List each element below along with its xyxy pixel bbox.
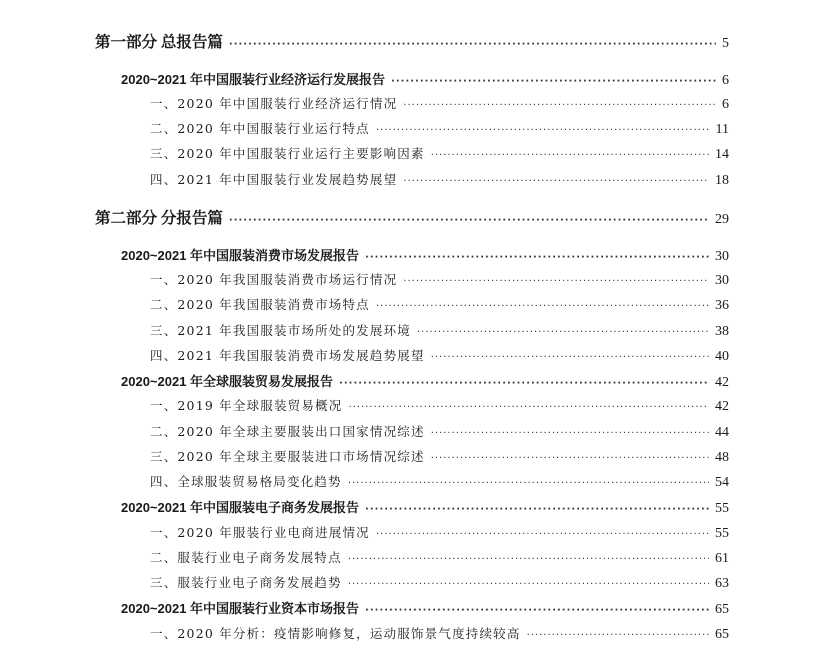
- toc-entry-title: 第二部分 分报告篇: [95, 210, 223, 227]
- toc-entry[interactable]: [95, 35, 729, 51]
- toc-entry-page: 55: [715, 501, 729, 516]
- dot-leader: [376, 302, 709, 312]
- dot-leader: [365, 606, 709, 616]
- toc-entry-page: 6: [722, 97, 729, 112]
- toc-entry[interactable]: [121, 249, 729, 264]
- toc-entry[interactable]: [150, 552, 729, 566]
- toc-entry[interactable]: [150, 148, 729, 162]
- toc-entry-page: 29: [715, 212, 729, 227]
- toc-entry[interactable]: [150, 426, 729, 440]
- toc-entry-title: 二、2020 年全球主要服装出口国家情况综述: [150, 424, 425, 439]
- toc-entry[interactable]: [150, 451, 729, 465]
- dot-leader: [365, 253, 709, 263]
- toc-entry-page: 61: [715, 551, 729, 566]
- dot-leader: [348, 555, 709, 565]
- toc-entry[interactable]: [121, 501, 729, 516]
- toc-entry-page: 44: [715, 425, 729, 440]
- toc-entry[interactable]: [150, 174, 729, 188]
- dot-leader: [229, 40, 716, 50]
- toc-entry[interactable]: [150, 299, 729, 313]
- toc-entry-title: 二、2020 年我国服装消费市场特点: [150, 297, 370, 312]
- toc-entry-page: 42: [715, 399, 729, 414]
- toc-entry-title: 一、2020 年服装行业电商进展情况: [150, 525, 370, 540]
- toc-entry-title: 二、服装行业电子商务发展特点: [150, 550, 342, 565]
- toc-entry[interactable]: [95, 211, 729, 227]
- dot-leader: [229, 216, 709, 226]
- toc-entry-title: 2020~2021 年中国服装电子商务发展报告: [121, 500, 360, 515]
- toc-entry[interactable]: [150, 350, 729, 364]
- toc-entry-title: 四、2021 年中国服装行业发展趋势展望: [150, 172, 398, 187]
- toc-entry-title: 2020~2021 年中国服装消费市场发展报告: [121, 248, 360, 263]
- toc-entry-title: 2020~2021 年全球服装贸易发展报告: [121, 374, 334, 389]
- toc-entry-title: 一、2020 年中国服装行业经济运行情况: [150, 96, 398, 111]
- toc-entry-title: 四、全球服装贸易格局变化趋势: [150, 474, 342, 489]
- toc-entry-page: 63: [715, 576, 729, 591]
- toc-entry[interactable]: [150, 400, 729, 414]
- toc-entry-page: 5: [722, 36, 729, 51]
- dot-leader: [431, 454, 709, 464]
- toc-entry-title: 2020~2021 年中国服装行业资本市场报告: [121, 601, 360, 616]
- toc-entry-title: 四、2021 年我国服装消费市场发展趋势展望: [150, 348, 425, 363]
- toc-entry[interactable]: [150, 527, 729, 541]
- toc-entry-title: 二、2020 年中国服装行业运行特点: [150, 121, 370, 136]
- toc-entry-page: 11: [715, 122, 729, 137]
- dot-leader: [431, 151, 709, 161]
- dot-leader: [339, 379, 709, 389]
- toc-entry-page: 40: [715, 349, 729, 364]
- toc-entry-title: 三、2020 年全球主要服装进口市场情况综述: [150, 449, 425, 464]
- toc-entry[interactable]: [150, 325, 729, 339]
- dot-leader: [431, 429, 709, 439]
- toc-entry[interactable]: [150, 577, 729, 591]
- toc-entry[interactable]: [121, 602, 729, 617]
- toc-entry[interactable]: [150, 274, 729, 288]
- toc-entry-title: 三、2020 年中国服装行业运行主要影响因素: [150, 146, 425, 161]
- toc-entry-page: 42: [715, 375, 729, 390]
- toc-entry-page: 65: [715, 627, 729, 642]
- dot-leader: [391, 77, 716, 87]
- toc-entry[interactable]: [150, 476, 729, 490]
- dot-leader: [348, 479, 709, 489]
- toc-entry-title: 一、2020 年分析：疫情影响修复，运动服饰景气度持续较高: [150, 626, 521, 641]
- toc-entry-page: 14: [715, 147, 729, 162]
- dot-leader: [376, 530, 709, 540]
- toc-entry-page: 54: [715, 475, 729, 490]
- dot-leader: [376, 126, 710, 136]
- toc-entry-title: 2020~2021 年中国服装行业经济运行发展报告: [121, 72, 386, 87]
- toc-entry[interactable]: [150, 98, 729, 112]
- dot-leader: [403, 277, 709, 287]
- toc-entry-page: 30: [715, 249, 729, 264]
- toc-entry-page: 38: [715, 324, 729, 339]
- toc-entry[interactable]: [150, 123, 729, 137]
- dot-leader: [365, 505, 709, 515]
- toc-entry-title: 一、2019 年全球服装贸易概况: [150, 398, 343, 413]
- dot-leader: [403, 177, 709, 187]
- toc-entry-page: 48: [715, 450, 729, 465]
- toc-entry-page: 65: [715, 602, 729, 617]
- dot-leader: [403, 101, 716, 111]
- toc-entry-page: 6: [722, 73, 729, 88]
- toc-entry-page: 55: [715, 526, 729, 541]
- dot-leader: [431, 353, 709, 363]
- toc-entry[interactable]: [121, 73, 729, 88]
- toc-entry-page: 36: [715, 298, 729, 313]
- toc-entry-title: 三、服装行业电子商务发展趋势: [150, 575, 342, 590]
- toc-entry-title: 一、2020 年我国服装消费市场运行情况: [150, 272, 398, 287]
- dot-leader: [527, 631, 709, 641]
- toc-entry-page: 30: [715, 273, 729, 288]
- dot-leader: [349, 403, 710, 413]
- toc-entry[interactable]: [121, 375, 729, 390]
- toc-entry-page: 18: [715, 173, 729, 188]
- toc-entry-title: 第一部分 总报告篇: [95, 34, 223, 51]
- dot-leader: [417, 328, 709, 338]
- toc-entry[interactable]: [150, 628, 729, 642]
- toc-entry-title: 三、2021 年我国服装市场所处的发展环境: [150, 323, 411, 338]
- dot-leader: [348, 580, 709, 590]
